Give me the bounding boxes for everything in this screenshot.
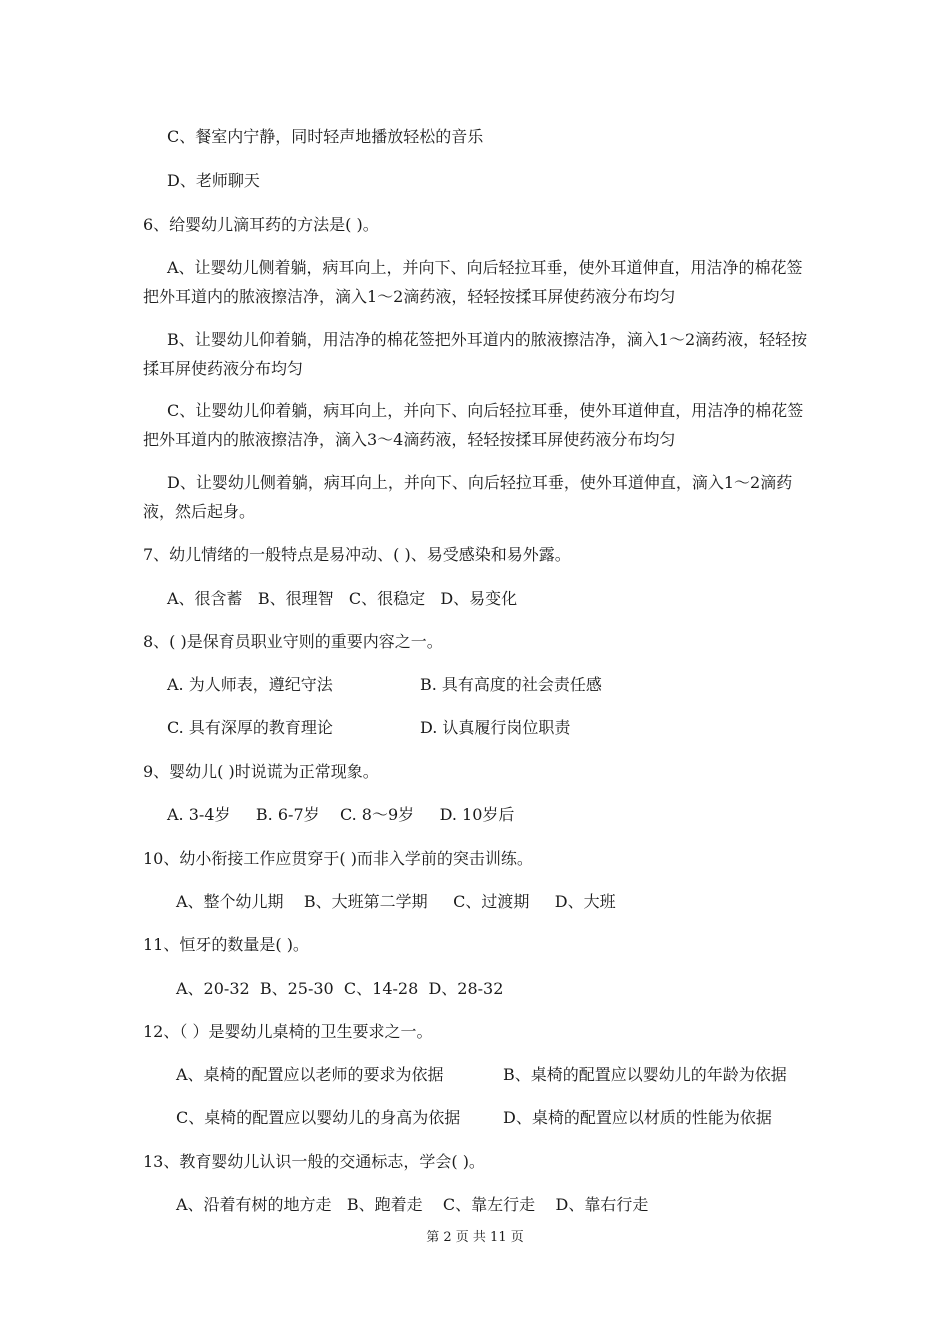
question-8-stem: 8、( )是保育员职业守则的重要内容之一。 [143, 632, 443, 651]
question-12-option-b: B、桌椅的配置应以婴幼儿的年龄为依据 [503, 1065, 787, 1084]
question-7-stem: 7、幼儿情绪的一般特点是易冲动、( )、易受感染和易外露。 [143, 545, 571, 564]
question-10-options: A、整个幼儿期 B、大班第二学期 C、过渡期 D、大班 [176, 892, 616, 911]
question-6-option-d: D、让婴幼儿侧着躺，病耳向上，并向下、向后轻拉耳垂，使外耳道伸直，滴入1～2滴药液，然后起身。 [143, 473, 793, 521]
question-12-stem: 12、（ ）是婴幼儿桌椅的卫生要求之一。 [143, 1022, 433, 1041]
question-9-options: A. 3-4岁 B. 6-7岁 C. 8～9岁 D. 10岁后 [167, 805, 515, 824]
question-6-option-a: A、让婴幼儿侧着躺，病耳向上，并向下、向后轻拉耳垂，使外耳道伸直，用洁净的棉花签把外耳道内的脓液擦洁净，滴入1～2滴药液，轻轻按揉耳屏使药液分布均匀 [143, 258, 803, 306]
question-13-options: A、沿着有树的地方走 B、跑着走 C、靠左行走 D、靠右行走 [176, 1195, 649, 1214]
question-8-option-a: A. 为人师表，遵纪守法 [167, 675, 333, 694]
question-10-stem: 10、幼小衔接工作应贯穿于( )而非入学前的突击训练。 [143, 849, 533, 868]
question-11-options: A、20-32 B、25-30 C、14-28 D、28-32 [176, 979, 504, 998]
question-12-option-c: C、桌椅的配置应以婴幼儿的身高为依据 [176, 1108, 461, 1127]
question-6-stem: 6、给婴幼儿滴耳药的方法是( )。 [143, 215, 379, 234]
question-12-option-d: D、桌椅的配置应以材质的性能为依据 [503, 1108, 772, 1127]
question-6-option-c: C、让婴幼儿仰着躺，病耳向上，并向下、向后轻拉耳垂，使外耳道伸直，用洁净的棉花签把外耳道内的脓液擦洁净，滴入3～4滴药液，轻轻按揉耳屏使药液分布均匀 [143, 401, 804, 449]
question-8-option-b: B. 具有高度的社会责任感 [420, 675, 602, 694]
question-11-stem: 11、恒牙的数量是( )。 [143, 935, 309, 954]
question-6-option-b: B、让婴幼儿仰着躺，用洁净的棉花签把外耳道内的脓液擦洁净，滴入1～2滴药液，轻轻按揉耳屏使药液分布均匀 [143, 330, 808, 378]
question-8-option-c: C. 具有深厚的教育理论 [167, 718, 333, 737]
question-7-options: A、很含蓄 B、很理智 C、很稳定 D、易变化 [167, 589, 518, 608]
question-13-stem: 13、教育婴幼儿认识一般的交通标志，学会( )。 [143, 1152, 485, 1171]
page-footer: 第 2 页 共 11 页 [426, 1230, 524, 1245]
prev-option-c: C、餐室内宁静，同时轻声地播放轻松的音乐 [167, 127, 484, 146]
prev-option-d: D、老师聊天 [167, 171, 260, 190]
question-12-option-a: A、桌椅的配置应以老师的要求为依据 [176, 1065, 444, 1084]
question-9-stem: 9、婴幼儿( )时说谎为正常现象。 [143, 762, 379, 781]
question-8-option-d: D. 认真履行岗位职责 [420, 718, 571, 737]
